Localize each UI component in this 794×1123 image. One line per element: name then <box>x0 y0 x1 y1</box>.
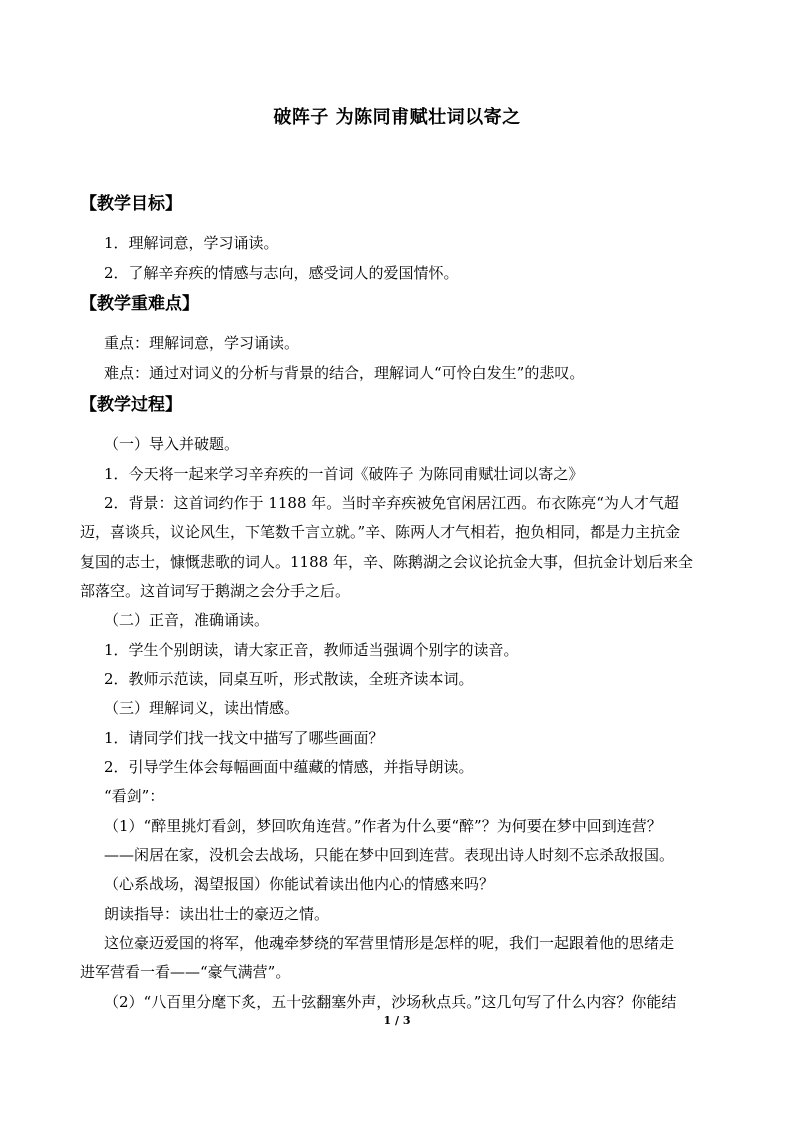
process-line: 2．教师示范读，同桌互听，形式散读，全班齐读本词。 <box>104 670 474 688</box>
section-heading-goals: 【教学目标】 <box>80 194 182 214</box>
process-line: 进军营看一看——“豪气满营”。 <box>80 963 291 981</box>
goal-item: 1．理解词意，学习诵读。 <box>104 234 279 252</box>
key-point-item: 重点：理解词意，学习诵读。 <box>104 334 300 352</box>
process-line: “看剑”： <box>104 787 165 805</box>
page-number: 1 / 3 <box>383 1014 411 1027</box>
process-line: （二）正音，准确诵读。 <box>104 611 270 629</box>
process-line: 复国的志士，慷慨悲歌的词人。1188 年，辛、陈鹅湖之会议论抗金大事，但抗金计划后来全 <box>80 553 693 571</box>
process-line: 这位豪迈爱国的将军，他魂牵梦绕的军营里情形是怎样的呢，我们一起跟着他的思绪走 <box>104 934 675 952</box>
process-line: 朗读指导：读出壮士的豪迈之情。 <box>104 905 330 923</box>
section-heading-process: 【教学过程】 <box>80 395 182 415</box>
page-title: 破阵子 为陈同甫赋壮词以寄之 <box>273 107 521 128</box>
process-line: 1．今天将一起来学习辛弃疾的一首词《破阵子 为陈同甫赋壮词以寄之》 <box>104 465 584 483</box>
process-line: （心系战场，渴望报国）你能试着读出他内心的情感来吗？ <box>104 875 495 893</box>
section-heading-key-points: 【教学重难点】 <box>80 294 199 314</box>
process-line: 1．请同学们找一找文中描写了哪些画面？ <box>104 729 384 747</box>
process-line: （2）“八百里分麾下炙，五十弦翻塞外声，沙场秋点兵。”这几句写了什么内容？你能结 <box>104 993 677 1011</box>
process-line: 2．引导学生体会每幅画面中蕴藏的情感，并指导朗读。 <box>104 758 474 776</box>
goal-item: 2．了解辛弃疾的情感与志向，感受词人的爱国情怀。 <box>104 264 459 282</box>
key-point-item: 难点：通过对词义的分析与背景的结合，理解词人“可怜白发生”的悲叹。 <box>104 364 585 382</box>
process-line: （三）理解词义，读出情感。 <box>104 699 300 717</box>
process-line: （1）“醉里挑灯看剑，梦回吹角连营。”作者为什么要“醉”？为何要在梦中回到连营？ <box>104 817 662 835</box>
process-line: 迈，喜谈兵，议论风生，下笔数千言立就。”辛、陈两人才气相若，抱负相同，都是力主抗金 <box>80 523 681 541</box>
process-line: 2．背景：这首词约作于 1188 年。当时辛弃疾被免官闲居江西。布衣陈亮“为人才气超 <box>104 494 679 512</box>
process-line: 1．学生个别朗读，请大家正音，教师适当强调个别字的读音。 <box>104 641 519 659</box>
process-line: （一）导入并破题。 <box>104 435 240 453</box>
process-line: 部落空。这首词写于鹅湖之会分手之后。 <box>80 582 351 600</box>
process-line: ——闲居在家，没机会去战场，只能在梦中回到连营。表现出诗人时刻不忘杀敌报国。 <box>104 846 675 864</box>
